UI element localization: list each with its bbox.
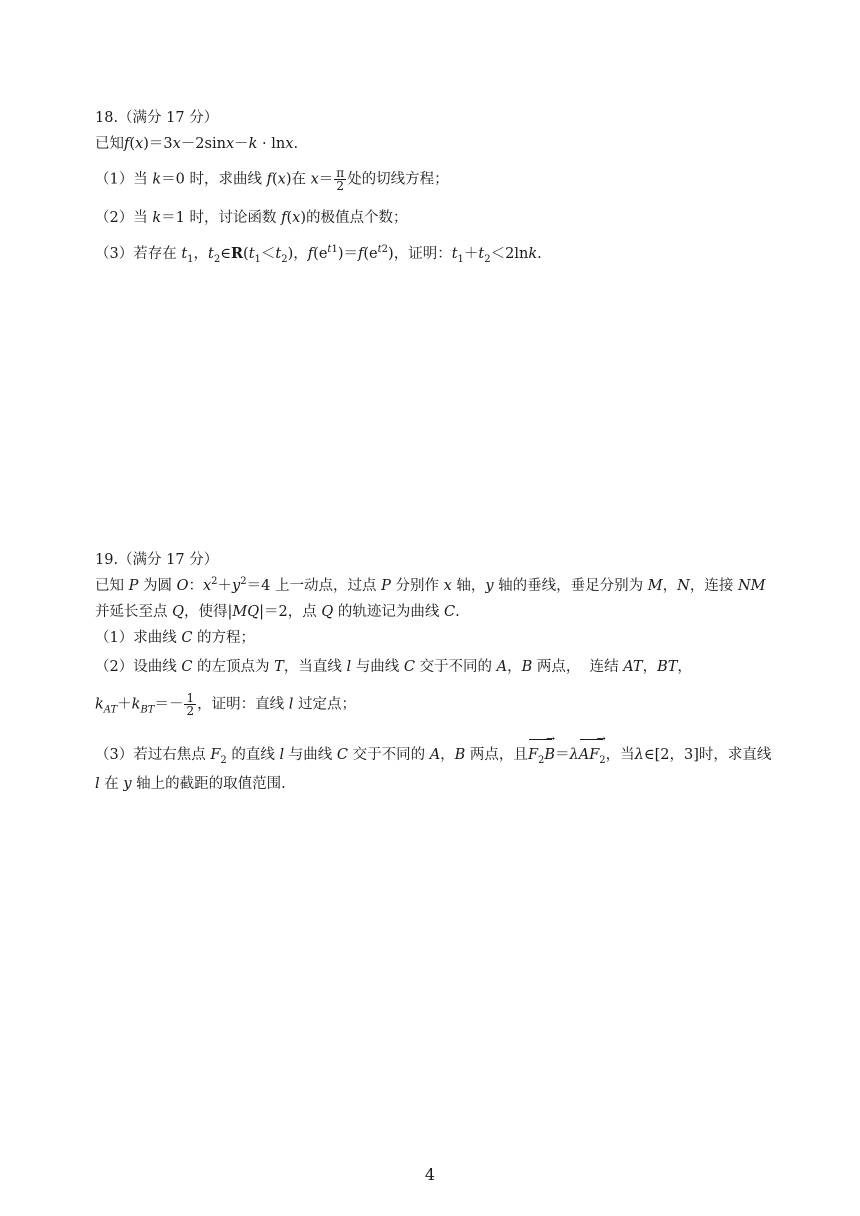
q19-header: 19.（满分 17 分） <box>95 552 219 568</box>
vector-f2b: → $F_2B$ <box>527 732 556 766</box>
q19-part3-line1: （3）若过右焦点 $F_2$ 的直线 l 与曲线 C 交于不同的 A，B 两点，且 → $F_2B=\lambda$ → $AF_2$，当λ∈[2，3]时，求直线 <box>95 732 772 766</box>
q19-part2-line2: $k_{AT}+k_{BT}=-$ $\frac{1}{2}$ ，证明：直线 l 过定点； <box>95 691 356 718</box>
q18-fraction: $\frac{\pi}{2}$ <box>336 166 345 193</box>
q19-stem-line1: 已知 P 为圆 O：$x^2+y^2=4$ 上一动点，过点 P 分别作 x 轴，y 轴的垂线，垂足分别为 M，N，连接 NM <box>95 576 766 594</box>
q19-part3-line2: l 在 y 轴上的截距的取值范围. <box>95 776 286 792</box>
q19-part2-line1: （2）设曲线 C 的左顶点为 T，当直线 l 与曲线 C 交于不同的 A，B 两点， 连结 AT，BT， <box>95 659 692 675</box>
q18-part1: （1）当 k＝0 时，求曲线 f(x)在 x＝ $\frac{\pi}{2}$ 处的切线方程； <box>95 166 449 193</box>
q19-stem-line2: 并延长至点 Q，使得|MQ|＝2，点 Q 的轨迹记为曲线 C. <box>95 604 460 620</box>
q19-part1: （1）求曲线 C 的方程； <box>95 630 256 646</box>
q18-part2: （2）当 k＝1 时，讨论函数 f(x)的极值点个数； <box>95 210 408 226</box>
q19-fraction: $\frac{1}{2}$ <box>186 691 195 718</box>
q18-given: 已知f(x)＝3x－2sinx－k · lnx. <box>95 136 299 152</box>
q18-part3: （3）若存在 $t_1$，$t_2\in R(t_1<t_2)$，$f(e^{t1})=f(e^{t2})$，证明：$t_1+t_2<2\ln k$. <box>95 244 542 265</box>
page-number: 4 <box>424 1165 436 1184</box>
vector-af2: → $AF_2$ <box>578 732 606 766</box>
q18-header: 18.（满分 17 分） <box>95 110 219 126</box>
